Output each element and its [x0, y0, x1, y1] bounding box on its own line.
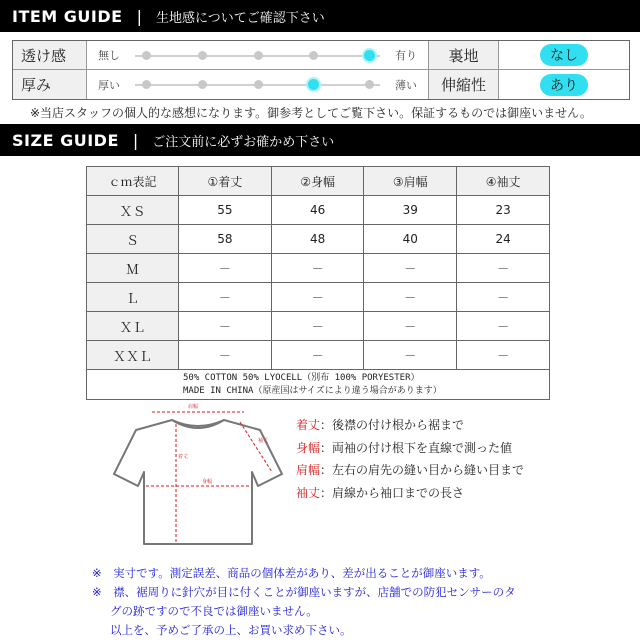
- legend-desc: ：両袖の付け根下を直線で測った値: [320, 440, 513, 455]
- table-cell: －: [457, 283, 550, 312]
- table-cell: －: [179, 254, 272, 283]
- size-name: ＸＳ: [87, 196, 179, 225]
- legend-key: 着丈: [296, 418, 321, 432]
- table-cell: 39: [364, 196, 457, 225]
- table-cell: －: [457, 312, 550, 341]
- table-cell: －: [364, 283, 457, 312]
- length-label: 着丈: [178, 454, 189, 460]
- table-cell: 23: [457, 196, 550, 225]
- table-cell: －: [364, 254, 457, 283]
- scale-track: [131, 41, 384, 70]
- transparency-scale: [87, 41, 429, 69]
- legend-desc: ：左右の肩先の縫い目から縫い目まで: [320, 463, 525, 477]
- scale-dot: [142, 80, 151, 89]
- footer-note-1: ※ 実寸です。測定誤差、商品の個体差があり、差が出ることが御座います。: [92, 566, 491, 580]
- table-cell: －: [457, 341, 550, 370]
- table-row: [87, 254, 550, 283]
- transparency-label: 透け感: [13, 41, 87, 69]
- item-guide-row-thickness: [13, 70, 629, 99]
- legend-item: [296, 437, 524, 460]
- material-cell: [87, 370, 550, 400]
- scale-dot: [198, 80, 207, 89]
- item-guide-title: ITEM GUIDE: [12, 6, 123, 26]
- tshirt-diagram: [112, 402, 284, 552]
- lining-label: 裏地: [429, 41, 499, 69]
- measurement-legend: [296, 414, 524, 504]
- table-cell: 24: [457, 225, 550, 254]
- legend-key: 袖丈: [296, 485, 321, 500]
- scale-dot: [365, 80, 374, 89]
- scale-right-label: 有り: [395, 49, 417, 62]
- table-row: [87, 341, 550, 370]
- stretch-value-badge: あり: [540, 74, 588, 96]
- size-name: Ｓ: [87, 225, 179, 254]
- table-cell: －: [271, 341, 364, 370]
- footer-note-3: グの跡ですので不良では御座いません。: [110, 604, 318, 618]
- scale-dot-selected: [362, 48, 377, 63]
- table-cell: －: [271, 254, 364, 283]
- footer-notes: [92, 564, 516, 640]
- size-guide-title: SIZE GUIDE: [12, 130, 119, 150]
- footer-note-4: 以上を、予めご了承の上、お買い求め下さい。: [110, 623, 352, 637]
- legend-item: [296, 414, 524, 437]
- table-cell: －: [179, 341, 272, 370]
- table-cell: －: [271, 312, 364, 341]
- stretch-value-cell: [499, 70, 629, 99]
- footer-note-2: ※ 襟、裾周りに針穴が目に付くことが御座いますが、店舗での防犯センサーのタ: [92, 585, 516, 599]
- size-guide-subtitle: ご注文前に必ずお確かめ下さい: [152, 134, 335, 150]
- tshirt-outline: [114, 420, 282, 544]
- table-row: [87, 196, 550, 225]
- header-width: ②身幅: [271, 167, 364, 196]
- table-cell: －: [271, 283, 364, 312]
- legend-desc: ：肩線から袖口までの長さ: [320, 485, 465, 500]
- header-unit: ｃｍ表記: [87, 167, 179, 196]
- item-guide-row-transparency: [13, 41, 629, 70]
- scale-dot: [254, 51, 263, 60]
- material-composition: 50% COTTON 50% LYOCELL（別布 100% PORYESTER）: [183, 372, 420, 383]
- scale-dot: [254, 80, 263, 89]
- table-cell: －: [364, 341, 457, 370]
- scale-dot: [142, 51, 151, 60]
- country-of-origin: MADE IN CHINA（原産国はサイズにより違う場合があります）: [183, 385, 442, 396]
- scale-left-label: 厚い: [98, 78, 120, 92]
- scale-track: [131, 70, 384, 99]
- material-row: [87, 370, 550, 400]
- lining-value-cell: [499, 41, 629, 69]
- table-row: [87, 225, 550, 254]
- table-cell: 55: [179, 196, 272, 225]
- legend-key: 身幅: [296, 440, 321, 455]
- size-table-header-row: [87, 167, 550, 196]
- scale-right-label: 薄い: [395, 78, 417, 92]
- header-length: ①着丈: [179, 167, 272, 196]
- size-name: Ｌ: [87, 283, 179, 312]
- thickness-scale: [87, 70, 429, 99]
- table-cell: －: [179, 312, 272, 341]
- scale-dot: [198, 51, 207, 60]
- table-cell: 46: [271, 196, 364, 225]
- table-cell: －: [364, 312, 457, 341]
- table-cell: －: [179, 283, 272, 312]
- item-guide-subtitle: 生地感についてご確認下さい: [155, 10, 325, 26]
- item-guide-grid: [12, 40, 630, 100]
- legend-item: [296, 482, 524, 505]
- header-sleeve: ④袖丈: [457, 167, 550, 196]
- table-cell: －: [457, 254, 550, 283]
- item-guide-banner: [0, 0, 640, 32]
- table-row: [87, 283, 550, 312]
- banner-separator: |: [136, 6, 142, 26]
- width-label: 身幅: [202, 479, 213, 485]
- stretch-label: 伸縮性: [429, 70, 499, 99]
- banner-separator: |: [132, 130, 139, 150]
- size-name: ＸＬ: [87, 312, 179, 341]
- legend-key: 肩幅: [296, 463, 321, 477]
- scale-left-label: 無し: [98, 49, 120, 62]
- table-cell: 58: [179, 225, 272, 254]
- legend-desc: ：後襟の付け根から裾まで: [320, 418, 465, 432]
- lining-value-badge: なし: [540, 44, 588, 66]
- legend-item: [296, 459, 524, 482]
- size-guide-banner: [0, 124, 640, 156]
- header-shoulder: ③肩幅: [364, 167, 457, 196]
- sleeve-label: 袖丈: [258, 438, 269, 444]
- size-name: Ｍ: [87, 254, 179, 283]
- size-table: [86, 166, 550, 400]
- table-cell: 40: [364, 225, 457, 254]
- item-guide-note: ※当店スタッフの個人的な感想になります。御参考としてご覧下さい。保証するものでは御座いません。: [30, 106, 592, 120]
- table-row: [87, 312, 550, 341]
- table-cell: 48: [271, 225, 364, 254]
- scale-dot-selected: [306, 77, 321, 92]
- thickness-label: 厚み: [13, 70, 87, 99]
- shoulder-label: 肩幅: [188, 404, 199, 410]
- size-name: ＸＸＬ: [87, 341, 179, 370]
- scale-dot: [309, 51, 318, 60]
